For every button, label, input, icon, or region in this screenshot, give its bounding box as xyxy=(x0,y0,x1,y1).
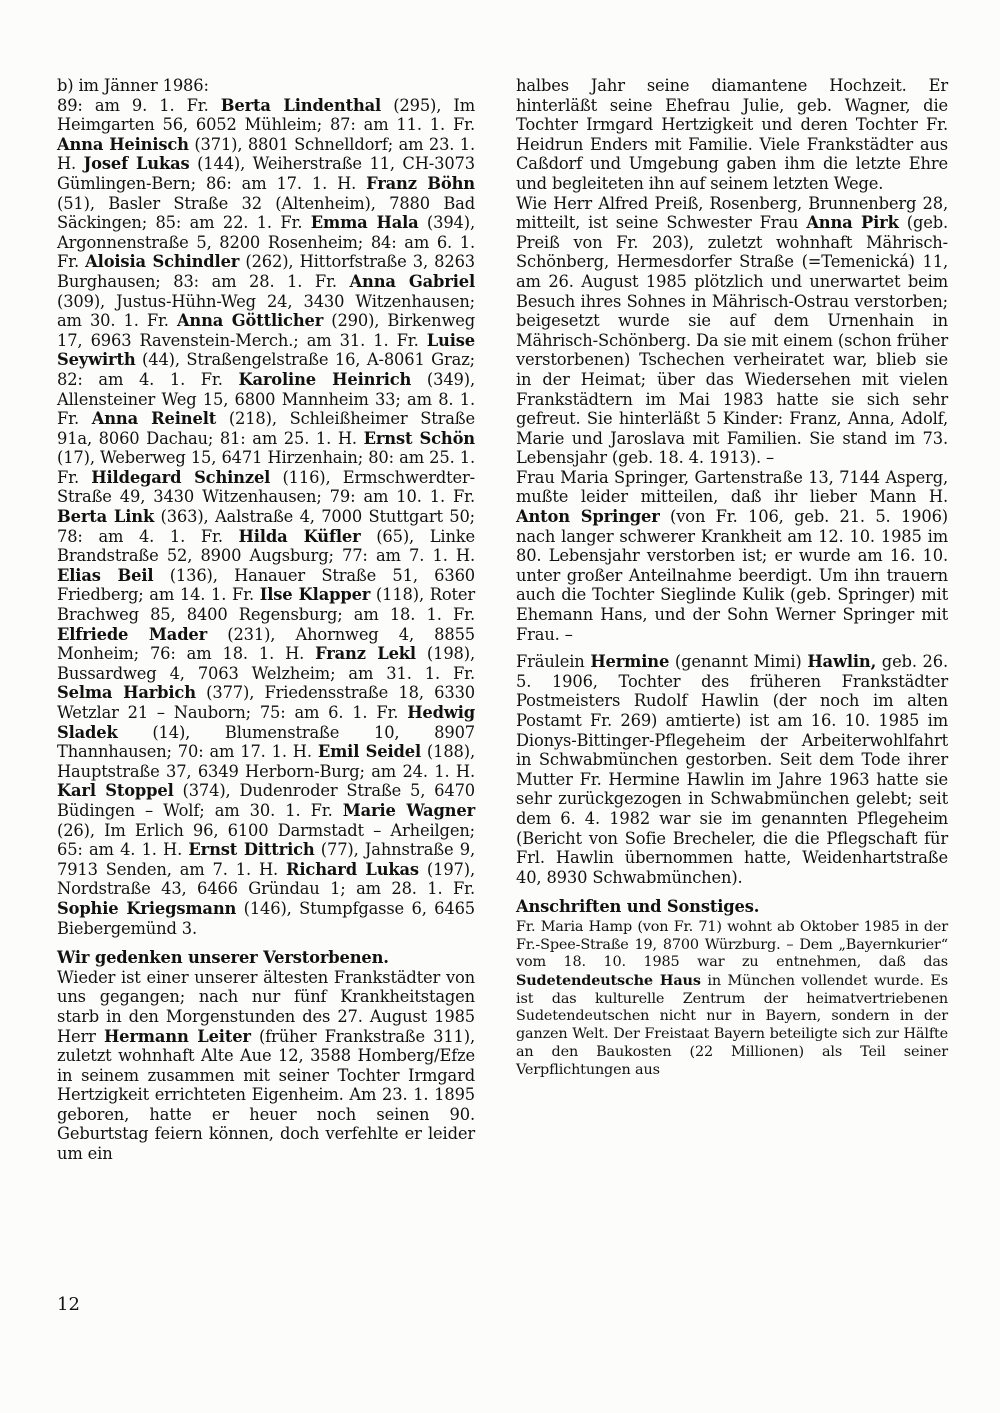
bold-name: Anna Pirk xyxy=(806,213,899,233)
text-run: Wieder ist einer unserer ältesten Frankstädter von uns gegangen; nach nur fünf Krankheitstagen starb in den Morgenstunden des 27. August 1985 Herr xyxy=(57,967,475,1046)
text-run: (290), Birkenweg 17, 6963 Ravenstein-Merch.; am 31. 1. Fr. xyxy=(57,311,475,350)
text-run: (218), Schleißheimer Straße 91a, 8060 Dachau; 81: am 25. 1. H. xyxy=(57,409,475,448)
text-run: in München vollendet wurde. Es ist das kulturelle Zentrum der heimatvertriebenen Sudetendeutschen nicht nur in Bayern, sondern in der ganzen Welt. Der Freistaat Bayern beteiligte sich zur Hälfte an den Baukosten (22 Millionen) als Teil seiner Verpflichtungen aus xyxy=(516,973,948,1078)
bold-name: Elias Beil xyxy=(57,565,154,585)
text-run: (136), Hanauer Straße 51, 6360 Friedberg; am 14. 1. Fr. xyxy=(57,565,475,605)
birthday-section-intro: b) im Jänner 1986: xyxy=(57,76,209,95)
right-column xyxy=(516,76,948,1079)
bold-name: Karl Stoppel xyxy=(57,781,174,801)
bold-name: Hawlin, xyxy=(807,652,877,672)
bold-name: Franz Lekl xyxy=(315,644,416,664)
leiter-continued-paragraph: halbes Jahr seine diamantene Hochzeit. Er hinterläßt seine Ehefrau Julie, geb. Wagner, die Tochter Irmgard Hertzigkeit und deren Tochter Fr. Heidrun Enders mit Familie. Viele Frankstädter aus Caßdorf und Umgebung gaben ihm die letzte Ehre und begleiteten ihn auf seinem letzten Wege. xyxy=(516,76,948,193)
bold-name: Karoline Heinrich xyxy=(238,369,412,389)
text-run: (17), Weberweg 15, 6471 Hirzenhain; 80: am 25. 1. Fr. xyxy=(57,448,475,487)
text-run: (14), Blumenstraße 10, 8907 Thannhausen; 70: am 17. 1. H. xyxy=(57,722,475,762)
bold-name: Berta Lindenthal xyxy=(220,95,382,115)
hawlin-paragraph xyxy=(516,652,948,887)
text-run: (188), Hauptstraße 37, 6349 Herborn-Burg; am 24. 1. H. xyxy=(57,742,475,781)
text-run: (geb. Preiß von Fr. 203), zuletzt wohnhaft Mährisch-Schönberg, Hermesdorfer Straße (=Temenická) 11, am 26. August 1985 plötzlich und unerwartet beim Besuch ihres Sohnes in Mährisch-Ostrau verstorben; beigesetzt wurde sie auf dem Urnenhain in Mährisch-Schönberg. Da sie mit einem (schon früher verstorbenen) Tschechen verheiratet war, blieb sie in der Heimat; über das Wiedersehen mit vielen Frankstädtern im Mai 1983 hatte sie sich sehr gefreut. Sie hinterläßt 5 Kinder: Franz, Anna, Adolf, Marie und Jaroslava mit Familien. Sie stand im 73. Lebensjahr (geb. 18. 4. 1913). – xyxy=(516,213,948,468)
birthday-list xyxy=(57,96,475,939)
bold-name: Anton Springer xyxy=(516,507,660,527)
text-run: (früher Frankstraße 311), zuletzt wohnhaft Alte Aue 12, 3588 Homberg/Efze in seinem zusammen mit seiner Tochter Irmgard Hertzigkeit errichteten Eigenheim. Am 23. 1. 1895 geboren, hatte er heuer noch seinen 90. Geburtstag feiern können, doch verfehlte er leider um ein xyxy=(57,1026,475,1164)
text-run: (197), Nordstraße 43, 6466 Gründau 1; am 28. 1. Fr. xyxy=(57,859,475,899)
addresses-paragraph xyxy=(516,919,948,1079)
bold-name: Anna Reinelt xyxy=(91,409,217,429)
bold-name: Luise Seywirth xyxy=(57,330,475,370)
bold-name: Hedwig Sladek xyxy=(57,703,475,742)
bold-name: Sudetendeutsche Haus xyxy=(516,972,701,990)
bold-name: Ilse Klapper xyxy=(259,585,371,605)
text-run: (118), Roter Brachweg 85, 8400 Regensburg; am 18. 1. Fr. xyxy=(57,585,475,625)
text-run: (144), Weiherstraße 11, CH-3073 Gümlingen-Bern; 86: am 17. 1. H. xyxy=(57,154,475,193)
text-run: (295), Im Heimgarten 56, 6052 Mühleim; 87: am 11. 1. Fr. xyxy=(57,95,475,135)
bold-name: Marie Wagner xyxy=(342,800,476,820)
text-run: (44), Straßengelstraße 16, A-8061 Graz; 82: am 4. 1. Fr. xyxy=(57,350,475,389)
bold-name: Elfriede Mader xyxy=(57,624,208,644)
text-run: (371), 8801 Schnelldorf; am 23. 1. H. xyxy=(57,134,475,174)
bold-name: Berta Link xyxy=(57,507,155,527)
pirk-paragraph xyxy=(516,194,948,468)
text-run: (394), Argonnenstraße 5, 8200 Rosenheim; 84: am 6. 1. Fr. xyxy=(57,213,475,272)
bold-name: Franz Böhn xyxy=(366,173,475,193)
text-run: (363), Aalstraße 4, 7000 Stuttgart 50; 78: am 4. 1. Fr. xyxy=(57,507,476,546)
springer-paragraph xyxy=(516,468,948,644)
bold-name: Hilda Küfler xyxy=(238,526,361,546)
text-run: (231), Ahornweg 4, 8855 Monheim; 76: am 18. 1. H. xyxy=(57,624,475,664)
text-run: (51), Basler Straße 32 (Altenheim), 7880 Bad Säckingen; 85: am 22. 1. Fr. xyxy=(57,193,475,233)
text-run: Fr. Maria Hamp (von Fr. 71) wohnt ab Oktober 1985 in der Fr.-Spee-Straße 19, 8700 Würzburg. – Dem „Bayernkurier“ vom 18. 10. 1985 war zu entnehmen, daß das xyxy=(516,918,948,971)
left-column xyxy=(57,76,475,1164)
text-run: (26), Im Erlich 96, 6100 Darmstadt – Arheilgen; 65: am 4. 1. H. xyxy=(57,820,475,860)
addresses-heading: Anschriften und Sonstiges. xyxy=(516,897,760,917)
bold-name: Ernst Dittrich xyxy=(188,840,315,860)
text-run: (77), Jahnstraße 9, 7913 Senden, am 7. 1. H. xyxy=(57,840,475,879)
text-run: 89: am 9. 1. Fr. xyxy=(57,95,221,115)
text-run: (65), Linke Brandstraße 52, 8900 Augsburg; 77: am 7. 1. H. xyxy=(57,526,475,566)
text-run: (262), Hittorfstraße 3, 8263 Burghausen; 83: am 28. 1. Fr. xyxy=(57,252,475,291)
bold-name: Ernst Schön xyxy=(363,428,475,448)
text-run: (von Fr. 106, geb. 21. 5. 1906) nach langer schwerer Krankheit am 12. 10. 1985 im 80. Lebensjahr verstorben ist; er wurde am 16. 10. unter großer Anteilnahme beerdigt. Um ihn trauern auch die Tochter Sieglinde Kulik (geb. Springer) mit Ehemann Hans, und der Sohn Werner Springer mit Frau. – xyxy=(516,507,948,644)
bold-name: Emma Hala xyxy=(310,213,419,233)
bold-name: Sophie Kriegsmann xyxy=(57,898,237,918)
text-run: Fräulein xyxy=(516,652,591,672)
text-run: (genannt Mimi) xyxy=(669,652,808,672)
bold-name: Richard Lukas xyxy=(286,859,419,879)
text-run: (377), Friedensstraße 18, 6330 Wetzlar 21 – Nauborn; 75: am 6. 1. Fr. xyxy=(57,683,475,722)
text-run: (349), Allensteiner Weg 15, 6800 Mannheim 33; am 8. 1. Fr. xyxy=(57,369,475,429)
bold-name: Aloisia Schindler xyxy=(85,252,240,272)
bold-name: Anna Heinisch xyxy=(57,134,189,154)
text-run: Wie Herr Alfred Preiß, Rosenberg, Brunnenberg 28, mitteilt, ist seine Schwester Frau xyxy=(516,193,948,233)
text-run: (309), Justus-Hühn-Weg 24, 3430 Witzenhausen; am 30. 1. Fr. xyxy=(57,291,475,331)
memorial-paragraph-leiter xyxy=(57,968,475,1164)
text-run: (116), Ermschwerdter-Straße 49, 3430 Witzenhausen; 79: am 10. 1. Fr. xyxy=(57,467,475,507)
text-run: Frau Maria Springer, Gartenstraße 13, 7144 Asperg, mußte leider mitteilen, daß ihr lieber Mann H. xyxy=(516,467,948,507)
bold-name: Selma Harbich xyxy=(57,683,196,703)
bold-name: Hildegard Schinzel xyxy=(91,467,271,487)
text-run: (198), Bussardweg 4, 7063 Welzheim; am 31. 1. Fr. xyxy=(57,644,475,683)
bold-name: Hermine xyxy=(590,652,670,672)
bold-name: Hermann Leiter xyxy=(103,1026,251,1046)
memorial-heading: Wir gedenken unserer Verstorbenen. xyxy=(57,948,389,968)
bold-name: Anna Gabriel xyxy=(349,271,475,291)
bold-name: Josef Lukas xyxy=(83,154,190,174)
text-run: (146), Stumpfgasse 6, 6465 Biebergemünd 3. xyxy=(57,898,475,938)
text-run: geb. 26. 5. 1906, Tochter des früheren Frankstädter Postmeisters Rudolf Hawlin (der noch im alten Postamt Fr. 269) amtierte) ist am 16. 10. 1985 im Dionys-Bittinger-Pflegeheim der Arbeiterwohlfahrt in Schwabmünchen gestorben. Seit dem Tode ihrer Mutter Fr. Hermine Hawlin im Jahre 1963 hatte sie sehr zurückgezogen in Schwabmünchen gelebt; seit dem 6. 4. 1982 war sie im genannten Pflegeheim (Bericht von Sofie Brecheler, die die Pflegschaft für Frl. Hawlin übernommen hatte, Weidenhartstraße 40, 8930 Schwabmünchen). xyxy=(516,652,948,887)
bold-name: Emil Seidel xyxy=(317,742,421,762)
page-number: 12 xyxy=(57,1294,80,1315)
text-run: (374), Dudenroder Straße 5, 6470 Büdingen – Wolf; am 30. 1. Fr. xyxy=(57,781,475,820)
bold-name: Anna Göttlicher xyxy=(176,311,324,331)
